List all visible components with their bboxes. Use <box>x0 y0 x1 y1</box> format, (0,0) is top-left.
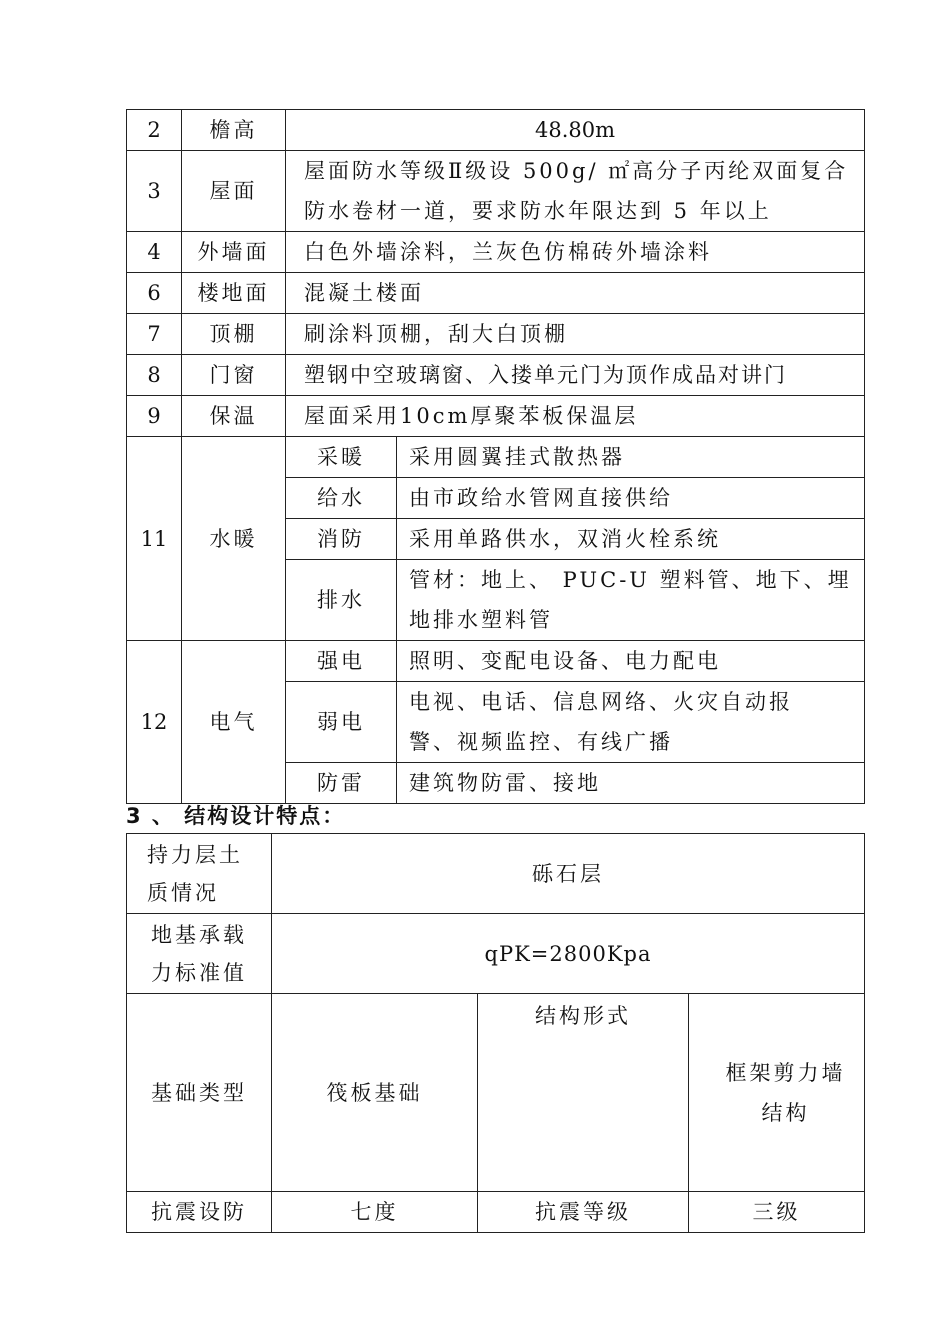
sub-value: 由市政给水管网直接供给 <box>397 478 865 519</box>
structure-value: 框架剪力墙结构 <box>689 994 865 1192</box>
table-row <box>127 437 865 478</box>
row-item: 水暖 <box>182 437 286 641</box>
section-heading: 3 、 结构设计特点： <box>126 804 346 828</box>
row-item: 保温 <box>182 396 286 437</box>
sub-item: 强电 <box>286 641 397 682</box>
sub-item: 采暖 <box>286 437 397 478</box>
row-number: 11 <box>127 437 182 641</box>
bearing-value: qPK=2800Kpa <box>272 914 865 994</box>
sub-item: 弱电 <box>286 682 397 763</box>
row-number: 9 <box>127 396 182 437</box>
row-item: 楼地面 <box>182 273 286 314</box>
row-item: 屋面 <box>182 151 286 232</box>
sub-value: 管材：地上、 PUC-U 塑料管、地下、埋地排水塑料管 <box>397 560 865 641</box>
row-number: 7 <box>127 314 182 355</box>
table-row <box>127 834 865 914</box>
row-item: 门窗 <box>182 355 286 396</box>
table-row <box>127 355 865 396</box>
table-row <box>127 1192 865 1233</box>
row-number: 4 <box>127 232 182 273</box>
row-value: 塑钢中空玻璃窗、入搂单元门为顶作成品对讲门 <box>286 355 865 396</box>
row-item: 外墙面 <box>182 232 286 273</box>
foundation-label: 基础类型 <box>127 994 272 1192</box>
row-value: 白色外墙涂料，兰灰色仿棉砖外墙涂料 <box>286 232 865 273</box>
table-row <box>127 314 865 355</box>
row-value: 48.80m <box>286 110 865 151</box>
row-item: 檐高 <box>182 110 286 151</box>
row-number: 12 <box>127 641 182 804</box>
row-number: 8 <box>127 355 182 396</box>
seismic-label: 抗震设防 <box>127 1192 272 1233</box>
row-item: 电气 <box>182 641 286 804</box>
table-row <box>127 110 865 151</box>
row-number: 2 <box>127 110 182 151</box>
row-number: 3 <box>127 151 182 232</box>
grade-value: 三级 <box>689 1192 865 1233</box>
sub-item: 防雷 <box>286 763 397 804</box>
row-number: 6 <box>127 273 182 314</box>
sub-item: 排水 <box>286 560 397 641</box>
table-row <box>127 151 865 232</box>
structure-label: 结构形式 <box>478 994 689 1192</box>
table-row <box>127 273 865 314</box>
sub-item: 消防 <box>286 519 397 560</box>
table-row <box>127 641 865 682</box>
foundation-value: 筏板基础 <box>272 994 478 1192</box>
sub-item: 给水 <box>286 478 397 519</box>
row-value: 屋面采用10cm厚聚苯板保温层 <box>286 396 865 437</box>
sub-value: 照明、变配电设备、电力配电 <box>397 641 865 682</box>
grade-label: 抗震等级 <box>478 1192 689 1233</box>
structure-table <box>126 833 865 1233</box>
seismic-value: 七度 <box>272 1192 478 1233</box>
building-finish-table <box>126 109 865 804</box>
sub-value: 采用单路供水，双消火栓系统 <box>397 519 865 560</box>
row-value: 刷涂料顶棚，刮大白顶棚 <box>286 314 865 355</box>
row-item: 顶棚 <box>182 314 286 355</box>
table-row <box>127 914 865 994</box>
bearing-label: 地基承载力标准值 <box>127 914 272 994</box>
soil-label: 持力层土质情况 <box>127 834 272 914</box>
table-row <box>127 232 865 273</box>
sub-value: 建筑物防雷、接地 <box>397 763 865 804</box>
soil-value: 砾石层 <box>272 834 865 914</box>
sub-value: 采用圆翼挂式散热器 <box>397 437 865 478</box>
table-row <box>127 994 865 1192</box>
row-value: 屋面防水等级Ⅱ级设 500g/ ㎡高分子丙纶双面复合防水卷材一道，要求防水年限达到 5 年以上 <box>286 151 865 232</box>
sub-value: 电视、电话、信息网络、火灾自动报警、视频监控、有线广播 <box>397 682 865 763</box>
row-value: 混凝土楼面 <box>286 273 865 314</box>
table-row <box>127 396 865 437</box>
